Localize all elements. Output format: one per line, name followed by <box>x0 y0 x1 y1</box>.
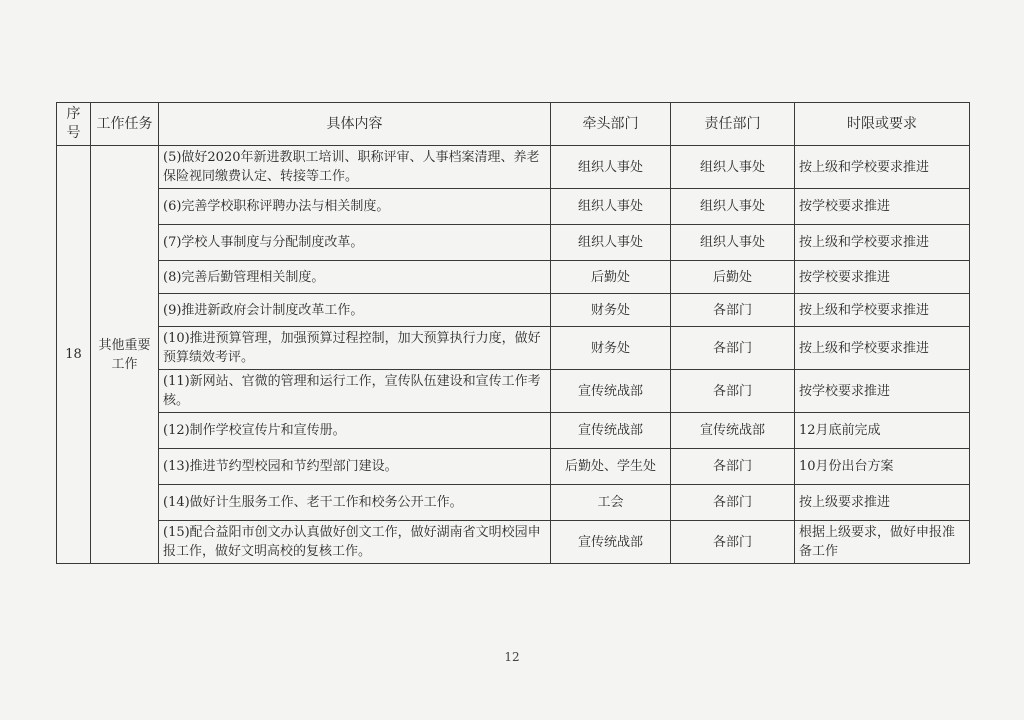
header-resp-dept: 责任部门 <box>671 103 795 146</box>
lead-dept-cell: 宣传统战部 <box>551 521 671 564</box>
content-cell: (9)推进新政府会计制度改革工作。 <box>159 294 551 327</box>
lead-dept-cell: 后勤处、学生处 <box>551 449 671 485</box>
deadline-cell: 按学校要求推进 <box>795 189 970 225</box>
table-row <box>57 327 970 370</box>
table-row <box>57 521 970 564</box>
lead-dept-cell: 工会 <box>551 485 671 521</box>
page-number: 12 <box>504 650 520 664</box>
resp-dept-cell: 各部门 <box>671 449 795 485</box>
deadline-cell: 10月份出台方案 <box>795 449 970 485</box>
content-cell: (8)完善后勤管理相关制度。 <box>159 261 551 294</box>
deadline-cell: 按上级要求推进 <box>795 485 970 521</box>
deadline-cell: 按上级和学校要求推进 <box>795 294 970 327</box>
header-lead-dept: 牵头部门 <box>551 103 671 146</box>
table-row <box>57 413 970 449</box>
content-cell: (10)推进预算管理，加强预算过程控制，加大预算执行力度，做好预算绩效考评。 <box>159 327 551 370</box>
table-row <box>57 485 970 521</box>
table-row <box>57 261 970 294</box>
resp-dept-cell: 各部门 <box>671 521 795 564</box>
work-task-table <box>56 102 970 564</box>
lead-dept-cell: 组织人事处 <box>551 146 671 189</box>
table-row <box>57 370 970 413</box>
deadline-cell: 按上级和学校要求推进 <box>795 146 970 189</box>
resp-dept-cell: 各部门 <box>671 485 795 521</box>
content-cell: (13)推进节约型校园和节约型部门建设。 <box>159 449 551 485</box>
deadline-cell: 12月底前完成 <box>795 413 970 449</box>
lead-dept-cell: 组织人事处 <box>551 225 671 261</box>
content-cell: (11)新网站、官微的管理和运行工作，宣传队伍建设和宣传工作考核。 <box>159 370 551 413</box>
lead-dept-cell: 后勤处 <box>551 261 671 294</box>
row-number-cell: 18 <box>57 146 91 564</box>
resp-dept-cell: 各部门 <box>671 327 795 370</box>
deadline-cell: 根据上级要求，做好申报准备工作 <box>795 521 970 564</box>
table-row <box>57 146 970 189</box>
deadline-cell: 按学校要求推进 <box>795 370 970 413</box>
table-row <box>57 449 970 485</box>
resp-dept-cell: 组织人事处 <box>671 146 795 189</box>
lead-dept-cell: 财务处 <box>551 294 671 327</box>
content-cell: (14)做好计生服务工作、老干工作和校务公开工作。 <box>159 485 551 521</box>
header-content: 具体内容 <box>159 103 551 146</box>
deadline-cell: 按上级和学校要求推进 <box>795 327 970 370</box>
content-cell: (5)做好2020年新进教职工培训、职称评审、人事档案清理、养老保险视同缴费认定、转接等工作。 <box>159 146 551 189</box>
resp-dept-cell: 各部门 <box>671 294 795 327</box>
content-cell: (12)制作学校宣传片和宣传册。 <box>159 413 551 449</box>
header-task: 工作任务 <box>91 103 159 146</box>
lead-dept-cell: 宣传统战部 <box>551 413 671 449</box>
resp-dept-cell: 组织人事处 <box>671 189 795 225</box>
table-row <box>57 225 970 261</box>
content-cell: (7)学校人事制度与分配制度改革。 <box>159 225 551 261</box>
resp-dept-cell: 后勤处 <box>671 261 795 294</box>
header-deadline: 时限或要求 <box>795 103 970 146</box>
resp-dept-cell: 各部门 <box>671 370 795 413</box>
table-row <box>57 189 970 225</box>
header-number: 序号 <box>57 103 91 146</box>
lead-dept-cell: 组织人事处 <box>551 189 671 225</box>
lead-dept-cell: 财务处 <box>551 327 671 370</box>
deadline-cell: 按上级和学校要求推进 <box>795 225 970 261</box>
content-cell: (15)配合益阳市创文办认真做好创文工作，做好湖南省文明校园申报工作，做好文明高校的复核工作。 <box>159 521 551 564</box>
lead-dept-cell: 宣传统战部 <box>551 370 671 413</box>
deadline-cell: 按学校要求推进 <box>795 261 970 294</box>
resp-dept-cell: 组织人事处 <box>671 225 795 261</box>
table-header-row <box>57 103 970 146</box>
table-row <box>57 294 970 327</box>
resp-dept-cell: 宣传统战部 <box>671 413 795 449</box>
task-cell: 其他重要工作 <box>91 146 159 564</box>
content-cell: (6)完善学校职称评聘办法与相关制度。 <box>159 189 551 225</box>
